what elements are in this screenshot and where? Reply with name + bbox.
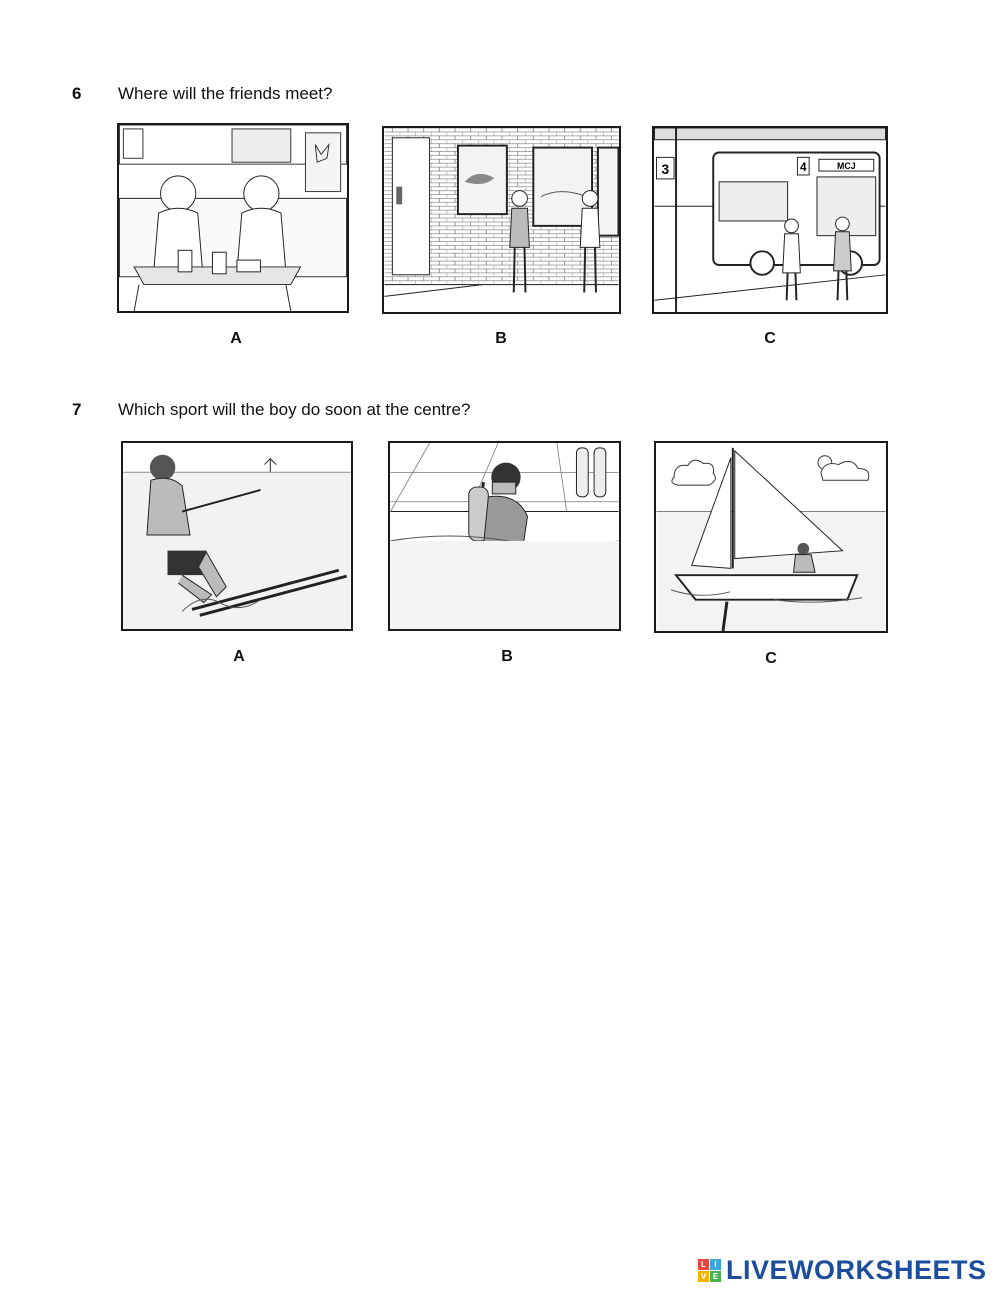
q6-picture-b-poster-wall[interactable] <box>382 126 621 314</box>
bus-destination-sign: MCJ <box>837 161 856 172</box>
q6-option-a-label: A <box>230 330 242 347</box>
q6-picture-c-bus-stop[interactable] <box>652 126 888 314</box>
cafe-illustration <box>119 125 347 311</box>
q6-picture-a-cafe[interactable] <box>117 123 349 313</box>
logo-tile-i: I <box>710 1259 721 1270</box>
q7-picture-c-sailing[interactable] <box>654 441 888 633</box>
q7-option-a-label: A <box>233 648 245 665</box>
question-6-number: 6 <box>72 84 82 103</box>
q6-option-b-label: B <box>495 330 507 347</box>
logo-tile-l: L <box>698 1259 709 1270</box>
poster-wall-illustration <box>384 128 619 312</box>
bus-stop-illustration <box>654 128 886 312</box>
diving-illustration <box>390 443 619 629</box>
bus-stop-sign-4: 4 <box>800 161 807 175</box>
bus-stop-sign-3: 3 <box>661 162 670 177</box>
question-7-number: 7 <box>72 400 82 419</box>
q7-option-c-label: C <box>765 650 777 667</box>
liveworksheets-logo-text: LIVEWORKSHEETS <box>726 1254 987 1285</box>
q7-picture-b-diving[interactable] <box>388 441 621 631</box>
logo-tile-e: E <box>710 1271 721 1282</box>
q6-option-c-label: C <box>764 330 776 347</box>
sailing-illustration <box>656 443 886 631</box>
liveworksheets-logo <box>698 1255 987 1285</box>
q7-option-b-label: B <box>501 648 513 665</box>
question-7-text: Which sport will the boy do soon at the centre? <box>118 400 471 419</box>
question-6-text: Where will the friends meet? <box>118 84 333 103</box>
logo-tile-v: V <box>698 1271 709 1282</box>
q7-picture-a-water-skiing[interactable] <box>121 441 353 631</box>
liveworksheets-logo-icon <box>698 1259 721 1282</box>
water-skiing-illustration <box>123 443 351 629</box>
